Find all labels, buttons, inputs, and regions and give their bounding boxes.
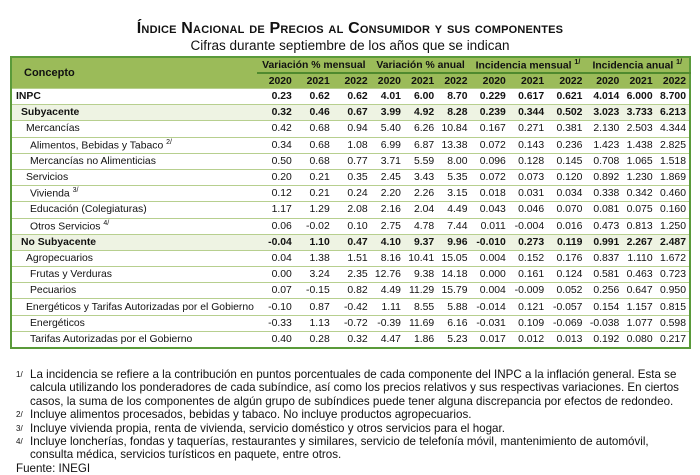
row-label: Subyacente xyxy=(11,105,257,121)
cell-value: 0.35 xyxy=(333,169,371,185)
header-group: Incidencia anual $^{1/}$ xyxy=(585,57,690,73)
cell-value: 0.32 xyxy=(333,331,371,348)
cell-value: 0.12 xyxy=(257,186,295,202)
table-row xyxy=(11,218,690,234)
cell-value: 0.23 xyxy=(257,89,295,105)
cell-value: 0.581 xyxy=(585,267,622,283)
row-label: Energéticos y Tarifas Autorizadas por el Gobierno xyxy=(11,299,257,315)
cell-value: 4.49 xyxy=(371,283,404,299)
cell-value: 0.031 xyxy=(509,186,547,202)
cell-value: 6.00 xyxy=(404,89,437,105)
cell-value: 6.000 xyxy=(622,89,655,105)
cell-value: 2.825 xyxy=(656,137,690,153)
cell-value: 0.043 xyxy=(470,202,508,218)
footnote: 2/ Incluye alimentos procesados, bebidas y tabaco. No incluye productos agropecuarios. xyxy=(16,408,472,422)
table-subtitle: Cifras durante septiembre de los años que se indican xyxy=(190,38,510,53)
cell-value: 0.40 xyxy=(257,331,295,348)
cell-value: -0.04 xyxy=(257,234,295,250)
cell-value: 0.256 xyxy=(585,283,622,299)
cell-value: 2.130 xyxy=(585,121,622,137)
cell-value: 0.82 xyxy=(333,283,371,299)
cell-value: -0.02 xyxy=(295,218,333,234)
row-label: Servicios xyxy=(11,169,257,185)
cell-value: 0.338 xyxy=(585,186,622,202)
header-year: 2020 xyxy=(371,73,404,89)
cell-value: 0.34 xyxy=(257,137,295,153)
cell-value: 0.460 xyxy=(656,186,690,202)
cell-value: 5.35 xyxy=(437,169,470,185)
cell-value: 7.44 xyxy=(437,218,470,234)
cell-value: 1.518 xyxy=(656,153,690,169)
cell-value: 1.10 xyxy=(295,234,333,250)
header-year: 2021 xyxy=(622,73,655,89)
cell-value: 0.271 xyxy=(509,121,547,137)
cell-value: -0.15 xyxy=(295,283,333,299)
header-year: 2022 xyxy=(437,73,470,89)
cell-value: 0.77 xyxy=(333,153,371,169)
cell-value: 2.04 xyxy=(404,202,437,218)
header-year: 2022 xyxy=(656,73,690,89)
table-row xyxy=(11,331,690,348)
cell-value: 4.014 xyxy=(585,89,622,105)
row-label: Pecuarios xyxy=(11,283,257,299)
cell-value: 11.29 xyxy=(404,283,437,299)
cell-value: 0.892 xyxy=(585,169,622,185)
cell-value: 3.71 xyxy=(371,153,404,169)
cell-value: 0.096 xyxy=(470,153,508,169)
cell-value: 0.06 xyxy=(257,218,295,234)
cell-value: 0.046 xyxy=(509,202,547,218)
header-year: 2020 xyxy=(257,73,295,89)
cell-value: -0.10 xyxy=(257,299,295,315)
cell-value: 0.991 xyxy=(585,234,622,250)
cell-value: 0.342 xyxy=(622,186,655,202)
cell-value: 15.05 xyxy=(437,250,470,266)
cell-value: 0.813 xyxy=(622,218,655,234)
table-row xyxy=(11,315,690,331)
cell-value: 0.145 xyxy=(547,153,585,169)
cell-value: 0.463 xyxy=(622,267,655,283)
table-row xyxy=(11,137,690,153)
cell-value: 0.052 xyxy=(547,283,585,299)
cell-value: 1.077 xyxy=(622,315,655,331)
cell-value: 8.00 xyxy=(437,153,470,169)
cell-value: 0.004 xyxy=(470,283,508,299)
cell-value: 0.621 xyxy=(547,89,585,105)
cell-value: 0.837 xyxy=(585,250,622,266)
cell-value: 11.69 xyxy=(404,315,437,331)
table-row xyxy=(11,202,690,218)
cell-value: 2.16 xyxy=(371,202,404,218)
cell-value: 3.43 xyxy=(404,169,437,185)
cell-value: 2.487 xyxy=(656,234,690,250)
cell-value: 0.013 xyxy=(547,331,585,348)
footnote: 3/ Incluye vivienda propia, renta de vivienda, servicio doméstico y otros servicios para el hogar. xyxy=(16,421,505,435)
cell-value: 0.120 xyxy=(547,169,585,185)
row-label: Alimentos, Bebidas y Tabaco $^{2/}$ xyxy=(11,137,257,153)
cell-value: 1.17 xyxy=(257,202,295,218)
cell-value: 0.617 xyxy=(509,89,547,105)
cell-value: 3.733 xyxy=(622,105,655,121)
table-row xyxy=(11,169,690,185)
cell-value: 2.20 xyxy=(371,186,404,202)
cell-value: -0.39 xyxy=(371,315,404,331)
row-label: Educación (Colegiaturas) xyxy=(11,202,257,218)
cell-value: 8.16 xyxy=(371,250,404,266)
cell-value: 0.32 xyxy=(257,105,295,121)
cell-value: 2.267 xyxy=(622,234,655,250)
cell-value: 0.42 xyxy=(257,121,295,137)
cell-value: 0.160 xyxy=(656,202,690,218)
cell-value: 1.11 xyxy=(371,299,404,315)
cell-value: 0.128 xyxy=(509,153,547,169)
header-concepto: Concepto xyxy=(11,57,257,89)
cell-value: 0.124 xyxy=(547,267,585,283)
table-row xyxy=(11,186,690,202)
cell-value: 0.20 xyxy=(257,169,295,185)
header-year: 2022 xyxy=(333,73,371,89)
cell-value: 0.00 xyxy=(257,267,295,283)
cell-value: -0.069 xyxy=(547,315,585,331)
cell-value: 0.344 xyxy=(509,105,547,121)
cell-value: 0.28 xyxy=(295,331,333,348)
cell-value: 13.38 xyxy=(437,137,470,153)
cell-value: 0.192 xyxy=(585,331,622,348)
cell-value: 0.10 xyxy=(333,218,371,234)
cell-value: 1.08 xyxy=(333,137,371,153)
cell-value: 0.016 xyxy=(547,218,585,234)
cell-value: 0.647 xyxy=(622,283,655,299)
cell-value: 5.23 xyxy=(437,331,470,348)
cell-value: 1.110 xyxy=(622,250,655,266)
cell-value: 0.072 xyxy=(470,137,508,153)
cell-value: 1.13 xyxy=(295,315,333,331)
cell-value: -0.33 xyxy=(257,315,295,331)
cell-value: 0.167 xyxy=(470,121,508,137)
cell-value: 0.50 xyxy=(257,153,295,169)
table-row xyxy=(11,299,690,315)
cell-value: 0.000 xyxy=(470,267,508,283)
cell-value: 8.70 xyxy=(437,89,470,105)
cell-value: 0.011 xyxy=(470,218,508,234)
cell-value: 4.344 xyxy=(656,121,690,137)
cell-value: 3.24 xyxy=(295,267,333,283)
cell-value: 9.96 xyxy=(437,234,470,250)
cell-value: 14.18 xyxy=(437,267,470,283)
cell-value: 0.502 xyxy=(547,105,585,121)
cell-value: 0.04 xyxy=(257,250,295,266)
cell-value: 10.41 xyxy=(404,250,437,266)
cell-value: 0.080 xyxy=(622,331,655,348)
cell-value: -0.014 xyxy=(470,299,508,315)
row-label: Mercancías no Alimenticias xyxy=(11,153,257,169)
cell-value: 2.75 xyxy=(371,218,404,234)
table-row xyxy=(11,283,690,299)
cell-value: 4.47 xyxy=(371,331,404,348)
cell-value: -0.057 xyxy=(547,299,585,315)
header-year: 2020 xyxy=(470,73,508,89)
cell-value: 0.68 xyxy=(295,153,333,169)
cell-value: 0.217 xyxy=(656,331,690,348)
cell-value: 0.176 xyxy=(547,250,585,266)
cell-value: 1.672 xyxy=(656,250,690,266)
cell-value: 0.68 xyxy=(295,121,333,137)
cell-value: 0.46 xyxy=(295,105,333,121)
cell-value: 0.708 xyxy=(585,153,622,169)
cell-value: 1.438 xyxy=(622,137,655,153)
table-row xyxy=(11,234,690,250)
footnotes xyxy=(16,368,692,475)
row-label: Otros Servicios $^{4/}$ xyxy=(11,218,257,234)
cell-value: 12.76 xyxy=(371,267,404,283)
cell-value: 4.10 xyxy=(371,234,404,250)
row-label: Frutas y Verduras xyxy=(11,267,257,283)
cell-value: 0.109 xyxy=(509,315,547,331)
cell-value: 0.154 xyxy=(585,299,622,315)
header-year: 2021 xyxy=(509,73,547,89)
cell-value: 0.143 xyxy=(509,137,547,153)
cell-value: 0.24 xyxy=(333,186,371,202)
cell-value: 4.49 xyxy=(437,202,470,218)
cell-value: 0.273 xyxy=(509,234,547,250)
cell-value: 0.004 xyxy=(470,250,508,266)
cell-value: 1.065 xyxy=(622,153,655,169)
cell-value: 15.79 xyxy=(437,283,470,299)
cell-value: 0.075 xyxy=(622,202,655,218)
cell-value: -0.004 xyxy=(509,218,547,234)
cell-value: 0.21 xyxy=(295,169,333,185)
cell-value: 0.161 xyxy=(509,267,547,283)
cell-value: 8.700 xyxy=(656,89,690,105)
cell-value: 0.012 xyxy=(509,331,547,348)
cell-value: 3.023 xyxy=(585,105,622,121)
cell-value: 8.55 xyxy=(404,299,437,315)
header-group: Variación % mensual xyxy=(257,57,371,73)
footnote: 1/ La incidencia se refiere a la contribución en puntos porcentuales de cada componente del INPC a la inflación general. Esta se calcula utilizando los ponderadores de cada subíndice, así como los precios relativos y sus respectivas variaciones. En ciertos casos, la suma de los componentes de algún grupo de subíndices puede tener alguna discrepancia por efectos de redondeo. xyxy=(16,368,679,408)
cell-value: 1.38 xyxy=(295,250,333,266)
table-row xyxy=(11,153,690,169)
cell-value: 1.51 xyxy=(333,250,371,266)
cell-value: 0.87 xyxy=(295,299,333,315)
cell-value: 0.598 xyxy=(656,315,690,331)
row-label: Tarifas Autorizadas por el Gobierno xyxy=(11,331,257,348)
table-title: Índice Nacional de Precios al Consumidor y sus componentes xyxy=(136,20,564,37)
cell-value: 0.229 xyxy=(470,89,508,105)
cell-value: 0.62 xyxy=(295,89,333,105)
cell-value: 2.45 xyxy=(371,169,404,185)
cell-value: -0.010 xyxy=(470,234,508,250)
row-label: No Subyacente xyxy=(11,234,257,250)
cell-value: 1.29 xyxy=(295,202,333,218)
cell-value: 2.08 xyxy=(333,202,371,218)
table-row xyxy=(11,250,690,266)
cell-value: -0.038 xyxy=(585,315,622,331)
table-row xyxy=(11,121,690,137)
cell-value: 0.018 xyxy=(470,186,508,202)
header-year: 2022 xyxy=(547,73,585,89)
row-label: Energéticos xyxy=(11,315,257,331)
cell-value: 6.26 xyxy=(404,121,437,137)
cell-value: 0.68 xyxy=(295,137,333,153)
cell-value: 8.28 xyxy=(437,105,470,121)
cell-value: 1.230 xyxy=(622,169,655,185)
cell-value: 0.239 xyxy=(470,105,508,121)
cell-value: 0.034 xyxy=(547,186,585,202)
cell-value: 0.815 xyxy=(656,299,690,315)
row-label: INPC xyxy=(11,89,257,105)
cell-value: 4.01 xyxy=(371,89,404,105)
row-label: Vivienda $^{3/}$ xyxy=(11,186,257,202)
cell-value: 1.86 xyxy=(404,331,437,348)
inpc-table xyxy=(10,56,691,349)
cell-value: 5.59 xyxy=(404,153,437,169)
cell-value: 0.073 xyxy=(509,169,547,185)
cell-value: 0.21 xyxy=(295,186,333,202)
cell-value: 0.152 xyxy=(509,250,547,266)
cell-value: 2.35 xyxy=(333,267,371,283)
cell-value: 0.381 xyxy=(547,121,585,137)
cell-value: 6.16 xyxy=(437,315,470,331)
cell-value: 0.67 xyxy=(333,105,371,121)
cell-value: 0.236 xyxy=(547,137,585,153)
cell-value: 2.503 xyxy=(622,121,655,137)
cell-value: 6.87 xyxy=(404,137,437,153)
header-group: Variación % anual xyxy=(371,57,471,73)
table-row xyxy=(11,267,690,283)
header-year: 2021 xyxy=(404,73,437,89)
cell-value: 9.37 xyxy=(404,234,437,250)
cell-value: 1.423 xyxy=(585,137,622,153)
cell-value: 4.78 xyxy=(404,218,437,234)
cell-value: -0.031 xyxy=(470,315,508,331)
header-group: Incidencia mensual $^{1/}$ xyxy=(470,57,585,73)
header-year: 2021 xyxy=(295,73,333,89)
cell-value: 6.213 xyxy=(656,105,690,121)
cell-value: 0.94 xyxy=(333,121,371,137)
cell-value: 0.121 xyxy=(509,299,547,315)
cell-value: 1.869 xyxy=(656,169,690,185)
cell-value: 5.40 xyxy=(371,121,404,137)
cell-value: -0.72 xyxy=(333,315,371,331)
cell-value: 0.017 xyxy=(470,331,508,348)
cell-value: 0.47 xyxy=(333,234,371,250)
table-row xyxy=(11,89,690,105)
cell-value: 0.070 xyxy=(547,202,585,218)
cell-value: 0.950 xyxy=(656,283,690,299)
footnote: 4/ Incluye loncherías, fondas y taquerías, restaurantes y similares, servicio de telefonía móvil, mantenimiento de automóvil, consulta médica, servicios turísticos en paquete, entre otros. xyxy=(16,435,649,462)
cell-value: 6.99 xyxy=(371,137,404,153)
source: Fuente: INEGI xyxy=(16,461,91,475)
cell-value: 0.07 xyxy=(257,283,295,299)
row-label: Mercancías xyxy=(11,121,257,137)
cell-value: 0.119 xyxy=(547,234,585,250)
cell-value: 9.38 xyxy=(404,267,437,283)
cell-value: 1.157 xyxy=(622,299,655,315)
cell-value: 2.26 xyxy=(404,186,437,202)
cell-value: 1.250 xyxy=(656,218,690,234)
cell-value: 0.473 xyxy=(585,218,622,234)
cell-value: 10.84 xyxy=(437,121,470,137)
cell-value: 0.723 xyxy=(656,267,690,283)
cell-value: 3.99 xyxy=(371,105,404,121)
header-year: 2020 xyxy=(585,73,622,89)
cell-value: -0.42 xyxy=(333,299,371,315)
table-row xyxy=(11,105,690,121)
cell-value: 0.081 xyxy=(585,202,622,218)
cell-value: 0.62 xyxy=(333,89,371,105)
cell-value: 4.92 xyxy=(404,105,437,121)
cell-value: 0.072 xyxy=(470,169,508,185)
cell-value: 5.88 xyxy=(437,299,470,315)
cell-value: -0.009 xyxy=(509,283,547,299)
cell-value: 3.15 xyxy=(437,186,470,202)
row-label: Agropecuarios xyxy=(11,250,257,266)
